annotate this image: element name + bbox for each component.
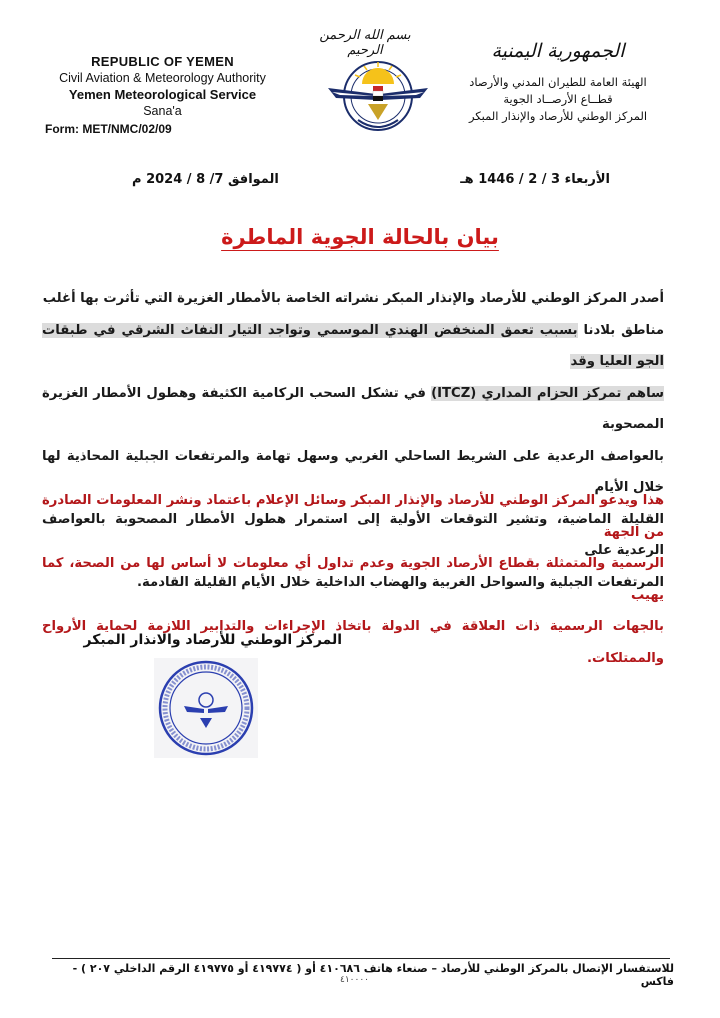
paragraph-text: مناطق بلادنا [577, 322, 664, 338]
paragraph-text: في تشكل السحب الركامية الكثيفة وهطول الأمطار الغزيرة المصحوبة [42, 385, 664, 432]
english-header [40, 54, 285, 118]
footer-divider [52, 958, 670, 959]
paragraph-line: بالجهات الرسمية ذات العلاقة في الدولة باتخاذ الإجراءات والتدابير اللازمة لحماية الأرواح والممتلكات. [42, 619, 664, 666]
paragraph-line: بالعواصف الرعدية على الشريط الساحلي الغربي وسهل تهامة والمرتفعات الجبلية المحاذية لها خلال الأيام [42, 448, 664, 495]
paragraph-line: أصدر المركز الوطني للأرصاد والإنذار المبكر نشراته الخاصة بالأمطار الغزيرة التي تأثرت بها أغلب [42, 291, 664, 306]
paragraph-line: المرتفعات الجبلية والسواحل الغربية والهضاب الداخلية خلال الأيام القليلة القادمة. [137, 574, 664, 590]
highlighted-text: ساهم تمركز الحزام المداري (ITCZ) [431, 385, 664, 401]
form-number: Form: MET/NMC/02/09 [45, 122, 172, 136]
hijri-date: الأربعاء 3 / 2 / 1446 هـ [460, 172, 610, 187]
arabic-authority-label: الهيئة العامة للطيران المدني والأرصاد [469, 75, 647, 89]
footer-fax-number: ٤١٠٠٠٠ [340, 975, 370, 985]
signature-label: المركز الوطني للأرصاد والانذار المبكر [83, 632, 342, 648]
paragraph-line [42, 315, 664, 378]
republic-calligraphy: الجمهورية اليمنية [491, 40, 625, 62]
footer-contact: للاستفسار الإتصال بالمركز الوطني للأرصاد – صنعاء هاتف ٤١٠٦٨٦ أو ( ٤١٩٧٧٤ أو ٤١٩٧٧٥ الرقم الداخلي ٢٠٧ ) - فاكس [72, 962, 674, 988]
paragraph-line: هذا ويدعو المركز الوطني للأرصاد والإنذار المبكر وسائل الإعلام باعتماد ونشر المعلومات الصادرة من الجهة [42, 493, 664, 540]
arabic-sector-label: قطــاع الأرصــاد الجوية [503, 92, 613, 106]
service-label: Yemen Meteorological Service [68, 87, 257, 102]
paragraph-line: القليلة الماضية، وتشير التوقعات الأولية إلى استمرار هطول الأمطار المصحوبة بالعواصف الرعدية على [42, 511, 664, 558]
paragraph-line [42, 378, 664, 441]
gregorian-date: الموافق 7/ 8 / 2024 م [132, 172, 279, 187]
official-stamp-icon [154, 658, 258, 758]
city-label: Sana'a [143, 104, 182, 118]
yemen-civil-aviation-emblem-icon [318, 54, 438, 144]
arabic-header [438, 40, 678, 125]
paragraph-line: الرسمية والمتمثلة بقطاع الأرصاد الجوية وعدم تداول أي معلومات لا أساس لها من الصحة، كما يهيب [42, 556, 664, 603]
arabic-center-label: المركز الوطني للأرصاد والإنذار المبكر [468, 109, 648, 123]
republic-label: REPUBLIC OF YEMEN [91, 54, 234, 69]
highlighted-text: بسبب تعمق المنخفض الهندي الموسمي وتواجد التيار النفاث الشرقي في طبقات الجو العليا وقد [42, 322, 664, 369]
basmala: بسم الله الرحمن الرحيم [319, 28, 411, 58]
statement-title: بيان بالحالة الجوية الماطرة [221, 225, 499, 249]
authority-label: Civil Aviation & Meteorology Authority [59, 71, 266, 85]
